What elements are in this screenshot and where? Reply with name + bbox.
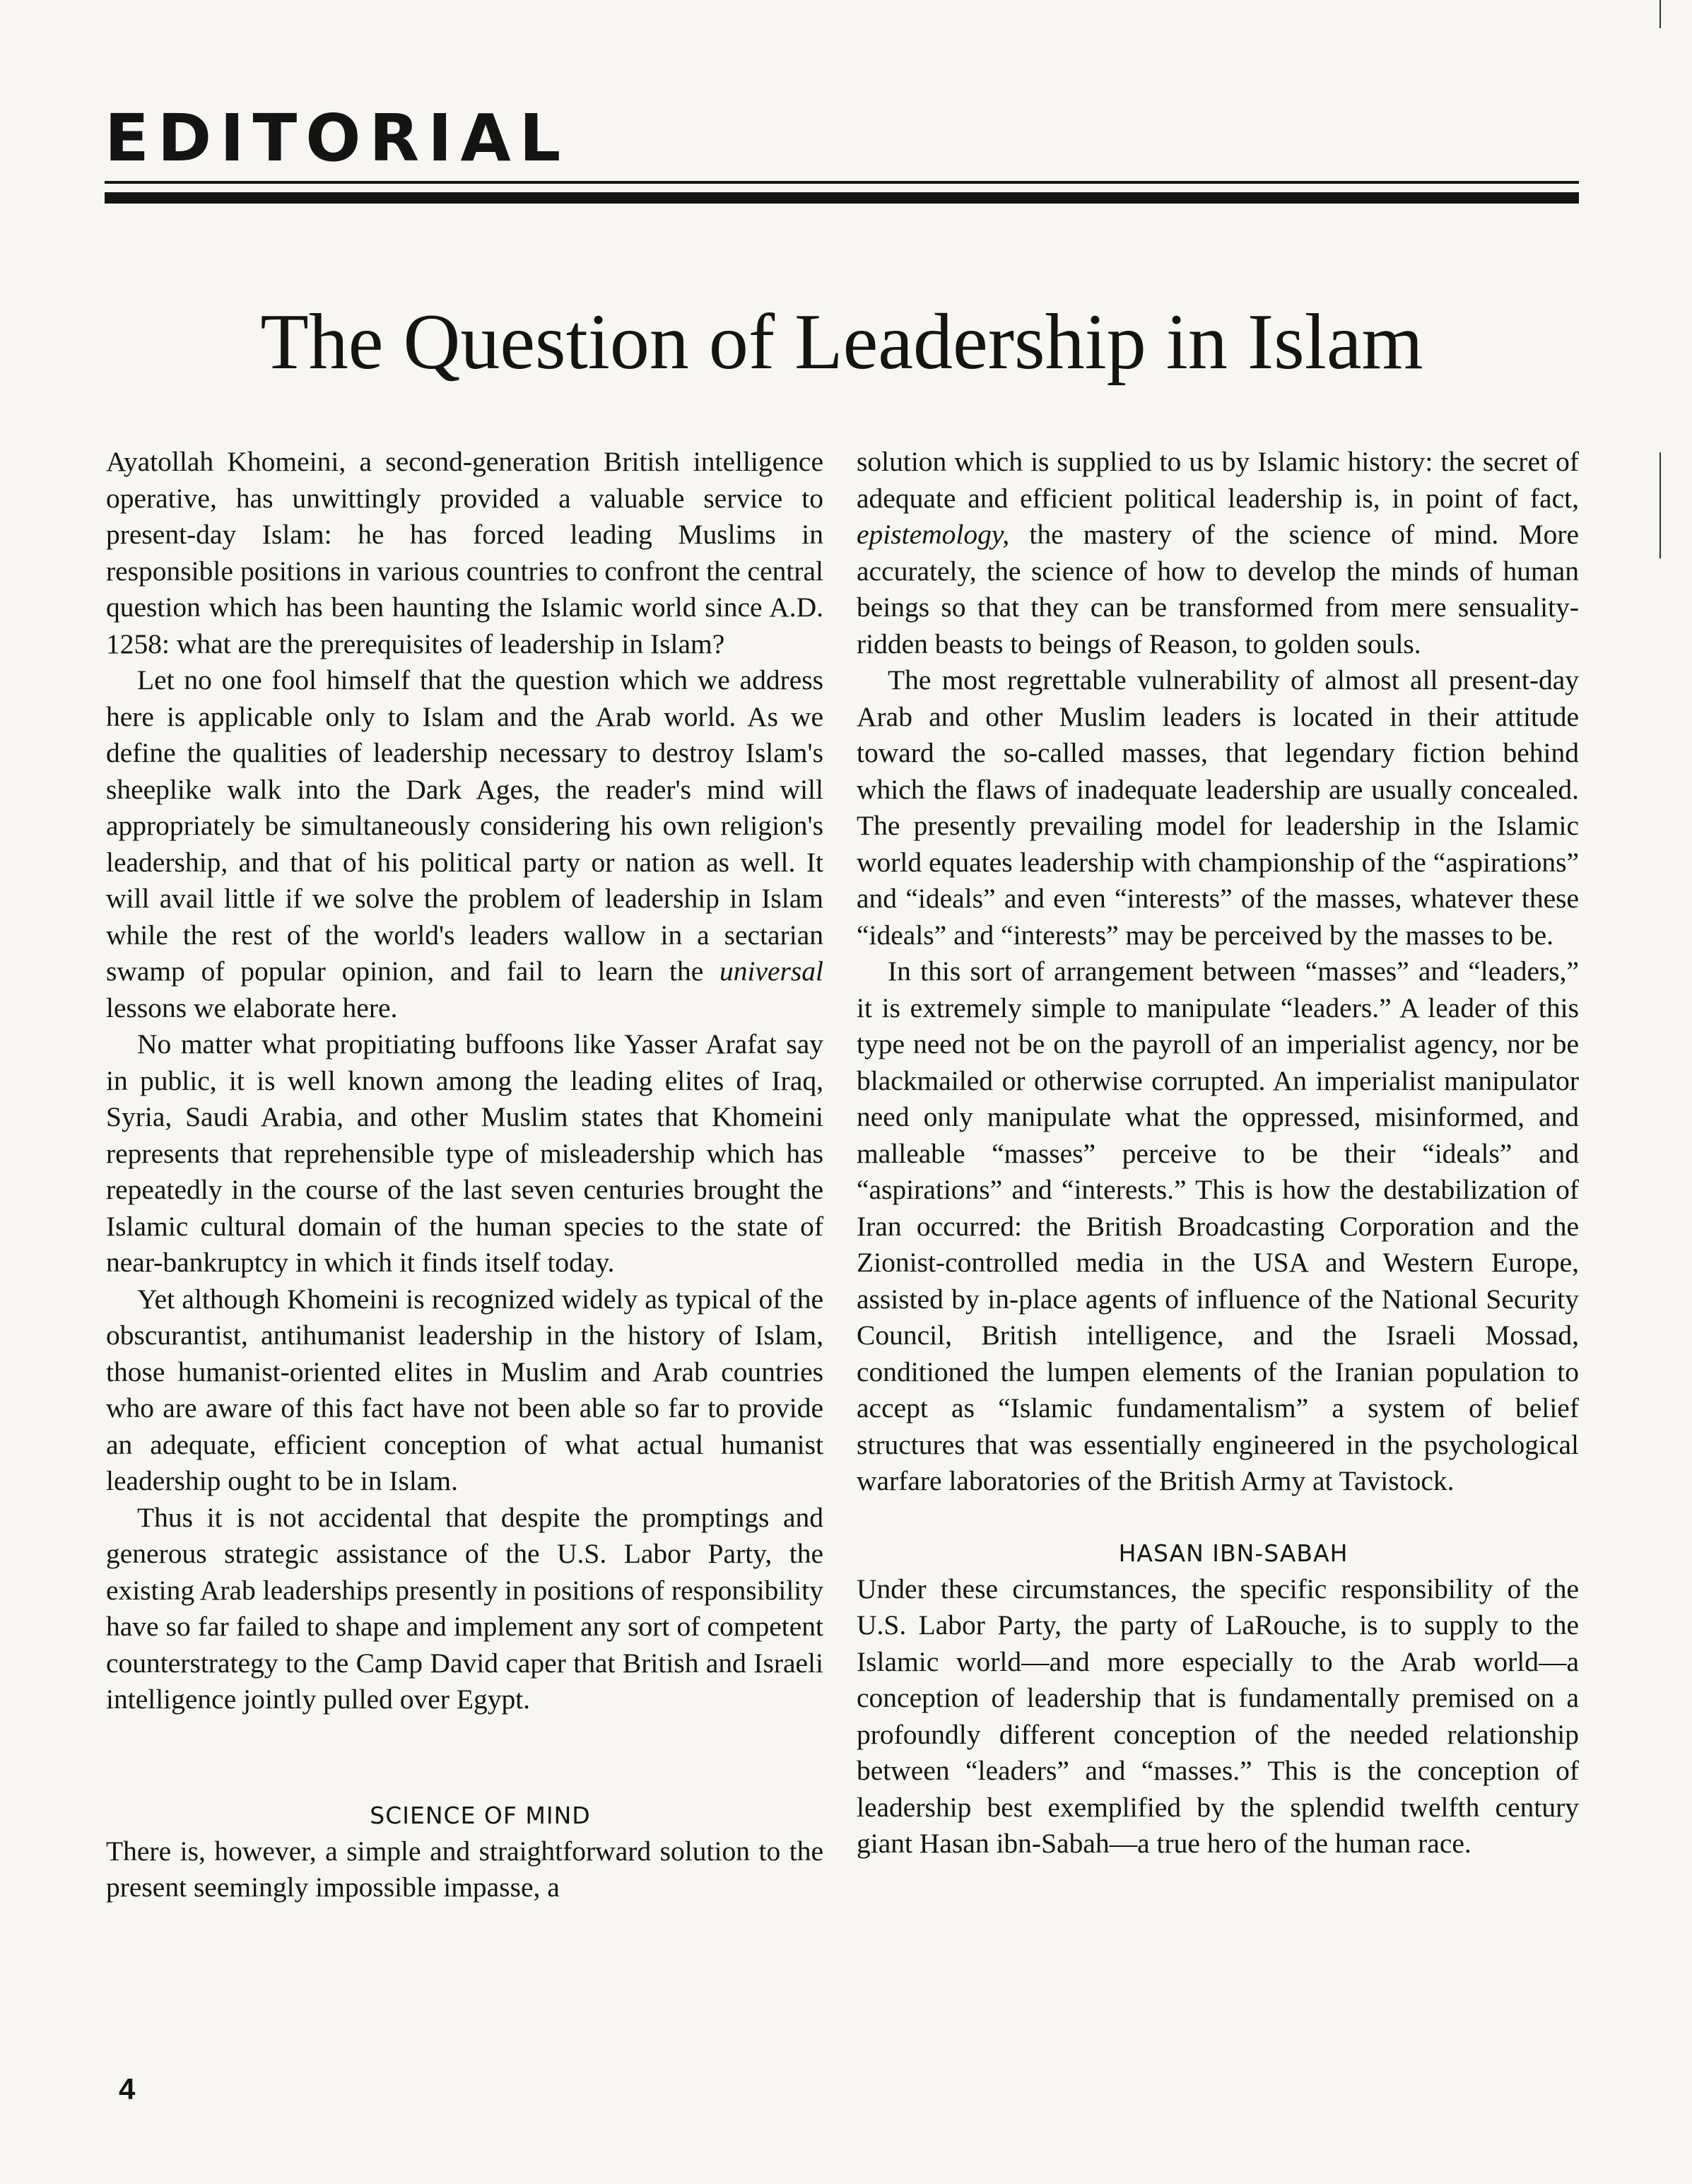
- paragraph: In this sort of arrangement between “masses” and “leaders,” it is extremely simple to manipulate “leaders.” A leader of this type need not be on the payroll of an imperialist agency, nor be blackmailed or otherwise corrupted. An imperialist manipulator need only manipulate what the oppressed, misinformed, and malleable “masses” perceive to be their “ideals” and “aspirations” and “interests.” This is how the destabilization of Iran occurred: the British Broadcasting Corporation and the Zionist-controlled media in the USA and Western Europe, assisted by in-place agents of influence of the National Security Council, British intelligence, and the Israeli Mossad, conditioned the lumpen elements of the Iranian population to accept as “Islamic fundamentalism” a system of belief structures that was essentially engineered in the psychological warfare laboratories of the British Army at Tavistock.: [857, 956, 1579, 1496]
- right-column: [857, 444, 1579, 1862]
- paragraph: Thus it is not accidental that despite the promptings and generous strategic assistance of the U.S. Labor Party, the existing Arab leaderships presently in positions of responsibility have so far failed to shape and implement any sort of competent counterstrategy to the Camp David caper that British and Israeli intelligence jointly pulled over Egypt.: [106, 1501, 823, 1715]
- paragraph-text: Let no one fool himself that the question which we address here is applicable only to Islam and the Arab world. As we define the qualities of leadership necessary to destroy Islam's sheeplike walk into the Dark Ages, the reader's mind will appropriately be simultaneously considering his own religion's leadership, and that of his political party or nation as well. It will avail little if we solve the problem of leadership in Islam while the rest of the world's leaders wallow in a sectarian swamp of popular opinion, and fail to learn the: [106, 664, 823, 987]
- emphasis-text: universal: [719, 956, 824, 987]
- scan-margin-mark: [1659, 452, 1661, 558]
- paragraph: Under these circumstances, the specific responsibility of the U.S. Labor Party, the party of LaRouche, is to supply to the Islamic world—and more especially to the Arab world—a conception of leadership that is fundamentally premised on a profoundly different conception of the needed relationship between “leaders” and “masses.” This is the conception of leadership best exemplified by the splendid twelfth century giant Hasan ibn-Sabah—a true hero of the human race.: [857, 1573, 1579, 1859]
- paragraph: There is, however, a simple and straightforward solution to the present seemingly impossible impasse, a: [106, 1835, 823, 1903]
- paragraph: Yet although Khomeini is recognized widely as typical of the obscurantist, antihumanist leadership in the history of Islam, those humanist-oriented elites in Muslim and Arab countries who are aware of this fact have not been able so far to provide an adequate, efficient conception of what actual humanist leadership ought to be in Islam.: [106, 1283, 823, 1496]
- article-headline: The Question of Leadership in Islam: [260, 298, 1423, 386]
- scan-margin-mark: [1659, 0, 1661, 28]
- paragraph: No matter what propitiating buffoons like Yasser Arafat say in public, it is well known among the leading elites of Iraq, Syria, Saudi Arabia, and other Muslim states that Khomeini represents that reprehensible type of misleadership which has repeatedly in the course of the last seven centuries brought the Islamic cultural domain of the human species to the state of near-bankruptcy in which it finds itself today.: [106, 1028, 823, 1278]
- paragraph: The most regrettable vulnerability of almost all present-day Arab and other Muslim leaders is located in their attitude toward the so-called masses, that legendary fiction behind which the flaws of inadequate leadership are usually concealed. The presently prevailing model for leadership in the Islamic world equates leadership with championship of the “aspirations” and “ideals” and even “interests” of the masses, whatever these “ideals” and “interests” may be perceived by the masses to be.: [857, 664, 1579, 951]
- subhead-hasan-ibn-sabah: HASAN IBN-SABAH: [1118, 1539, 1349, 1567]
- paragraph-text: lessons we elaborate here.: [106, 992, 398, 1023]
- subhead-science-of-mind: SCIENCE OF MIND: [370, 1801, 591, 1829]
- section-label: EDITORIAL: [105, 100, 570, 176]
- page-number: 4: [119, 2072, 136, 2106]
- emphasis-text: epistemology,: [857, 519, 1010, 550]
- header-rule-thin: [105, 181, 1579, 184]
- left-column: [106, 444, 823, 1906]
- paragraph: [106, 662, 823, 1026]
- paragraph-text: the mastery of the science of mind. More accurately, the science of how to develop the minds of human beings so that they can be transformed from mere sensuality-ridden beasts to beings of Reason, to golden souls.: [857, 519, 1580, 659]
- paragraph: Ayatollah Khomeini, a second-generation British intelligence operative, has unwittingly provided a valuable service to present-day Islam: he has forced leading Muslims in responsible positions in various countries to confront the central question which has been haunting the Islamic world since A.D. 1258: what are the prerequisites of leadership in Islam?: [106, 446, 823, 659]
- header-rule-thick: [105, 192, 1579, 204]
- paragraph: [857, 444, 1579, 662]
- paragraph-text: solution which is supplied to us by Islamic history: the secret of adequate and efficient political leadership is, in point of fact,: [857, 446, 1579, 514]
